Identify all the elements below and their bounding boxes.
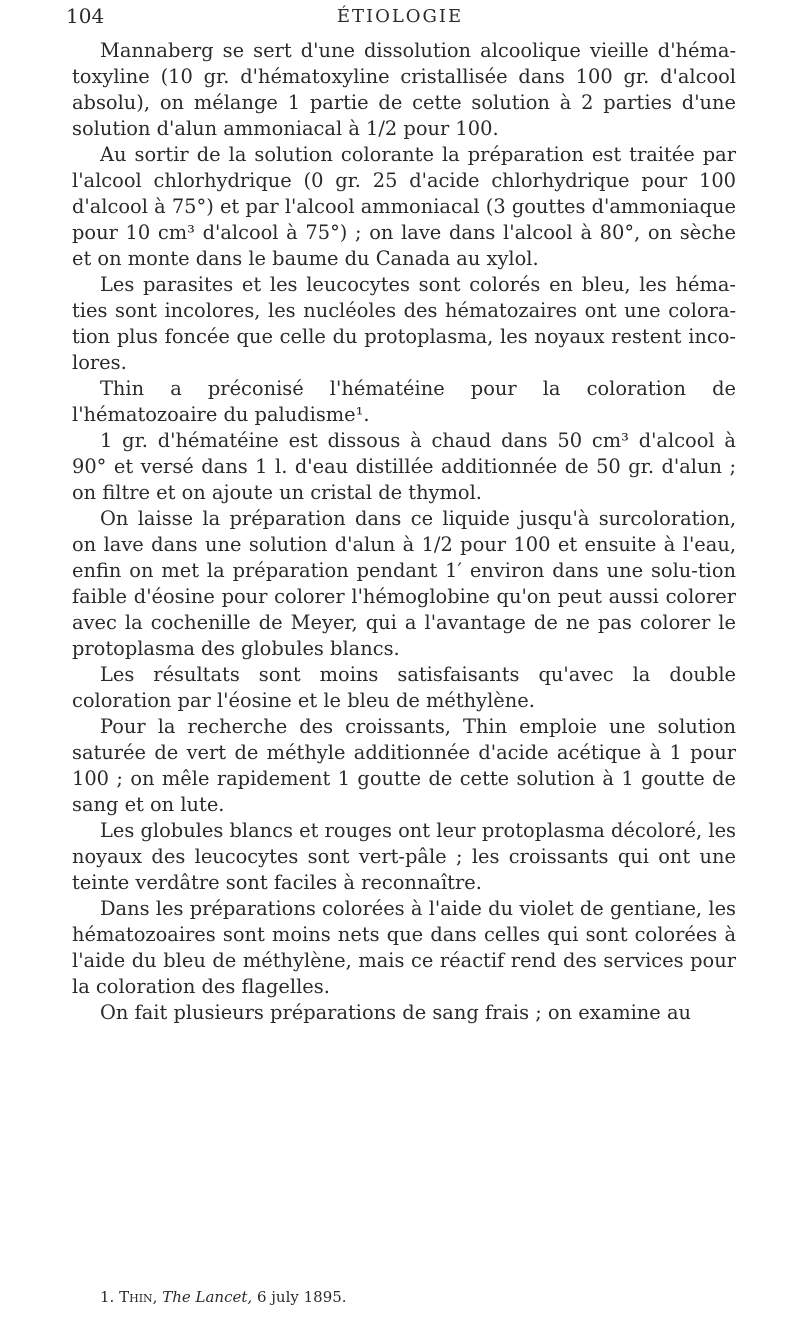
footnote-journal: The Lancet, bbox=[162, 1288, 253, 1306]
paragraph: Les parasites et les leucocytes sont colorés en bleu, les héma-ties sont incolores, les nucléoles des hématozaires ont une colora-tion plus foncée que celle du protoplasma, les noyaux restent inco-lores. bbox=[72, 273, 736, 374]
body-text bbox=[72, 38, 736, 1026]
paragraph: Au sortir de la solution colorante la préparation est traitée par l'alcool chlorhydrique (0 gr. 25 d'acide chlorhydrique pour 100 d'alcool à 75°) et par l'alcool ammoniacal (3 gouttes d'ammoniaque pour 10 cm³ d'alcool à 75°) ; on lave dans l'alcool à 80°, on sèche et on monte dans le baume du Canada au xylol. bbox=[72, 143, 736, 270]
paragraph: On fait plusieurs préparations de sang frais ; on examine au bbox=[100, 1001, 691, 1024]
page-number: 104 bbox=[66, 4, 105, 28]
page-header bbox=[0, 0, 800, 40]
paragraph: Dans les préparations colorées à l'aide du violet de gentiane, les hématozoaires sont moins nets que dans celles qui sont colorées à l'aide du bleu de méthylène, mais ce réactif rend des services pour la coloration des flagelles. bbox=[72, 897, 736, 998]
footnote-date: 6 july 1895. bbox=[256, 1288, 347, 1306]
paragraph: Mannaberg se sert d'une dissolution alcoolique vieille d'héma-toxyline (10 gr. d'hématoxyline cristallisée dans 100 gr. d'alcool absolu), on mélange 1 partie de cette solution à 2 parties d'une solution d'alun ammoniacal à 1/2 pour 100. bbox=[72, 39, 736, 140]
footnote bbox=[100, 1288, 740, 1306]
paragraph: Les globules blancs et rouges ont leur protoplasma décoloré, les noyaux des leucocytes sont vert-pâle ; les croissants qui ont une teinte verdâtre sont faciles à reconnaître. bbox=[72, 819, 736, 894]
paragraph: On laisse la préparation dans ce liquide jusqu'à surcoloration, on lave dans une solution d'alun à 1/2 pour 100 et ensuite à l'eau, enfin on met la préparation pendant 1′ environ dans une solu-tion faible d'éosine pour colorer l'hémoglobine qu'on peut aussi colorer avec la cochenille de Meyer, qui a l'avantage de ne pas colorer le protoplasma des globules blancs. bbox=[72, 507, 736, 660]
footnote-number: 1. bbox=[100, 1288, 115, 1306]
paragraph: Thin a préconisé l'hématéine pour la coloration de l'hématozoaire du paludisme¹. bbox=[72, 377, 736, 426]
paragraph: Pour la recherche des croissants, Thin emploie une solution saturée de vert de méthyle additionnée d'acide acétique à 1 pour 100 ; on mêle rapidement 1 goutte de cette solution à 1 goutte de sang et on lute. bbox=[72, 715, 736, 816]
paragraph: 1 gr. d'hématéine est dissous à chaud dans 50 cm³ d'alcool à 90° et versé dans 1 l. d'eau distillée additionnée de 50 gr. d'alun ; on filtre et on ajoute un cristal de thymol. bbox=[72, 429, 736, 504]
running-head: ÉTIOLOGIE bbox=[336, 6, 464, 27]
paragraph: Les résultats sont moins satisfaisants qu'avec la double coloration par l'éosine et le bleu de méthylène. bbox=[72, 663, 736, 712]
footnote-author: Thin, bbox=[119, 1288, 158, 1306]
